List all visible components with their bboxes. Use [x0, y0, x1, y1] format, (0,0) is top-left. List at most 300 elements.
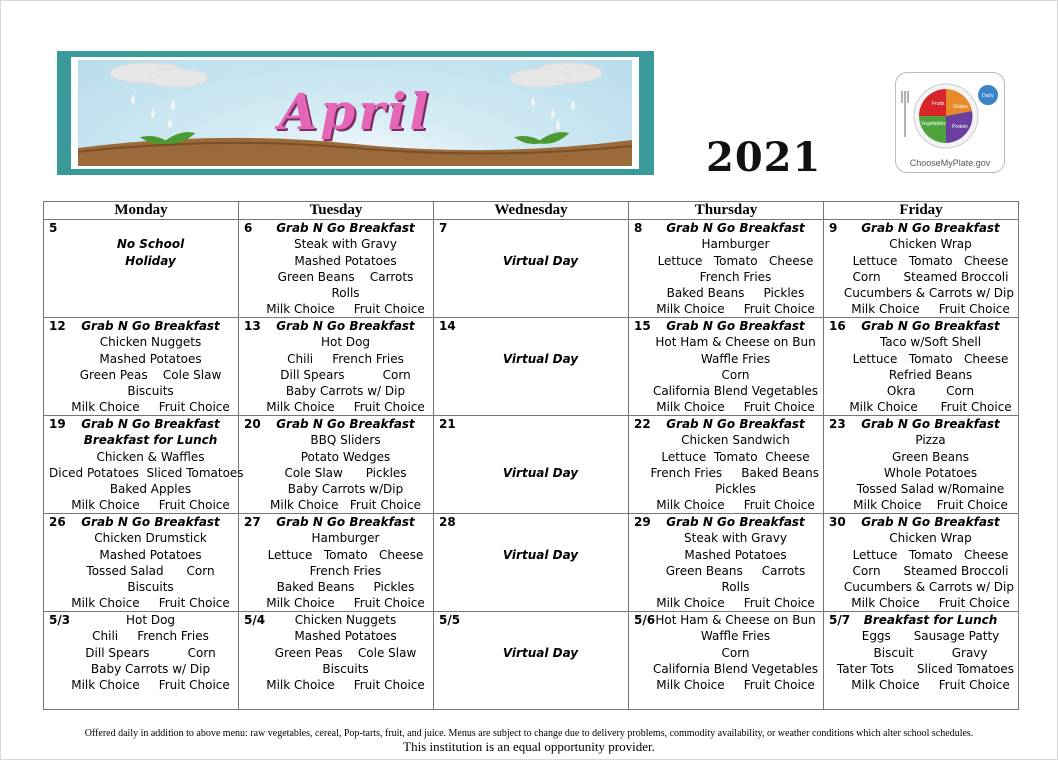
menu-item: Green Peas Cole Slaw	[79, 367, 222, 382]
menu-item: Dill Spears Corn	[280, 367, 411, 382]
day-date: 22	[634, 417, 651, 431]
menu-item: Milk Choice Fruit Choice	[853, 498, 1008, 513]
menu-heading: Virtual Day	[502, 465, 579, 480]
menu-line	[824, 530, 1018, 546]
menu-line	[824, 399, 1018, 415]
date-spacer	[239, 253, 262, 269]
menu-item: Whole Potatoes	[883, 465, 978, 480]
menu-line	[434, 220, 628, 236]
date-spacer	[239, 579, 262, 595]
menu-line	[824, 645, 1018, 661]
menu-line	[824, 253, 1018, 269]
day-header-wednesday: Wednesday	[434, 202, 629, 220]
day-date: 9	[829, 221, 838, 235]
menu-line	[44, 514, 238, 530]
date-spacer	[434, 547, 457, 563]
date-spacer	[239, 399, 262, 415]
equal-opportunity-statement: This institution is an equal opportunity provider.	[403, 739, 655, 754]
menu-item: Steak with Gravy	[684, 531, 787, 546]
day-cell	[434, 612, 629, 710]
day-cell	[44, 220, 239, 318]
menu-item	[457, 628, 628, 644]
date-spacer	[824, 661, 837, 677]
menu-item: Lettuce Tomato Cheese	[267, 547, 424, 562]
menu-line	[629, 579, 823, 595]
date-spacer	[824, 563, 847, 579]
day-header-tuesday: Tuesday	[239, 202, 434, 220]
weekday-header-row	[44, 202, 1019, 220]
date-spacer	[629, 334, 652, 350]
menu-item: Milk Choice Fruit Choice	[266, 400, 425, 415]
menu-item: Green Beans Carrots	[277, 269, 414, 284]
menu-line	[824, 301, 1018, 317]
menu-line	[239, 253, 433, 269]
menu-line	[629, 465, 823, 481]
menu-line	[629, 449, 823, 465]
menu-line	[629, 595, 823, 611]
menu-line	[629, 399, 823, 415]
banner-frame	[71, 57, 639, 169]
day-cell	[629, 514, 824, 612]
day-cell	[824, 318, 1019, 416]
menu-line	[44, 645, 238, 661]
menu-item	[457, 432, 628, 448]
year-heading: 2021	[706, 134, 822, 181]
date-spacer	[824, 334, 847, 350]
date-spacer	[824, 677, 847, 693]
date-spacer	[629, 465, 651, 481]
menu-line	[239, 301, 433, 317]
menu-heading: Virtual Day	[502, 253, 579, 268]
menu-line	[239, 481, 433, 497]
date-spacer	[434, 645, 457, 661]
menu-line	[629, 269, 823, 285]
menu-item	[67, 285, 238, 301]
menu-line	[239, 530, 433, 546]
menu-item: Chicken Drumstick	[94, 531, 207, 546]
menu-item: Lettuce Tomato Cheese	[852, 351, 1009, 366]
menu-calendar	[43, 201, 1019, 710]
menu-line	[629, 318, 823, 334]
menu-line	[824, 595, 1018, 611]
menu-line	[239, 595, 433, 611]
date-spacer	[629, 481, 652, 497]
date-spacer	[824, 645, 847, 661]
menu-line	[629, 628, 823, 644]
date-spacer	[824, 595, 847, 611]
menu-line	[824, 579, 1018, 595]
menu-line	[44, 579, 238, 595]
menu-line	[44, 399, 238, 415]
menu-item: Mashed Potatoes	[99, 351, 202, 366]
menu-item: Hot Dog	[320, 335, 371, 350]
date-spacer	[434, 432, 457, 448]
date-spacer	[44, 253, 67, 269]
menu-line	[239, 579, 433, 595]
day-date: 27	[244, 515, 261, 529]
menu-line	[824, 416, 1018, 432]
menu-line	[629, 416, 823, 432]
menu-line	[824, 497, 1018, 513]
menu-line	[44, 334, 238, 350]
day-date: 5	[49, 221, 58, 235]
myplate-caption: ChooseMyPlate.gov	[909, 158, 991, 168]
date-spacer	[629, 530, 652, 546]
day-date: 15	[634, 319, 651, 333]
menu-heading: Holiday	[125, 253, 176, 268]
menu-line	[629, 677, 823, 693]
week-row	[44, 612, 1019, 710]
menu-line	[239, 661, 433, 677]
menu-item: Biscuit Gravy	[873, 645, 988, 660]
menu-item: Hamburger	[311, 531, 380, 546]
menu-item: French Fries	[699, 269, 772, 284]
menu-item	[457, 514, 628, 530]
menu-line	[44, 269, 238, 285]
menu-line	[434, 351, 628, 367]
date-spacer	[824, 399, 847, 415]
menu-item: Milk Choice Fruit Choice	[851, 678, 1010, 693]
menu-line	[44, 367, 238, 383]
menu-item: Corn Steamed Broccoli	[852, 563, 1009, 578]
menu-line	[44, 236, 238, 252]
menu-heading: Breakfast for Lunch	[83, 433, 218, 448]
menu-item: Milk Choice Fruit Choice	[71, 678, 230, 693]
menu-line	[239, 399, 433, 415]
day-cell	[434, 514, 629, 612]
week-row	[44, 318, 1019, 416]
day-date: 30	[829, 515, 846, 529]
day-cell	[629, 318, 824, 416]
date-spacer	[824, 269, 847, 285]
menu-item: Baby Carrots w/ Dip	[90, 661, 211, 676]
day-date: 16	[829, 319, 846, 333]
menu-line	[239, 612, 433, 628]
menu-line	[239, 465, 433, 481]
menu-item: Diced Potatoes Sliced Tomatoes	[49, 465, 244, 480]
menu-line	[434, 645, 628, 661]
menu-item: Green Beans Carrots	[665, 563, 806, 578]
date-spacer	[239, 595, 262, 611]
date-spacer	[824, 432, 847, 448]
date-spacer	[239, 563, 262, 579]
menu-line	[824, 318, 1018, 334]
menu-item: French Fries	[309, 563, 382, 578]
date-spacer	[629, 399, 652, 415]
menu-item: Pickles	[715, 482, 756, 497]
date-spacer	[239, 481, 262, 497]
menu-item: Steak with Gravy	[294, 237, 397, 252]
menu-heading: No School	[116, 237, 185, 252]
menu-line	[44, 220, 238, 236]
date-spacer	[629, 563, 652, 579]
day-cell	[44, 416, 244, 514]
date-spacer	[434, 334, 457, 350]
menu-item: Corn Steamed Broccoli	[852, 269, 1009, 284]
date-spacer	[44, 432, 67, 448]
menu-item: Milk Choice Fruit Choice	[656, 302, 815, 317]
date-spacer	[434, 351, 457, 367]
menu-line	[239, 449, 433, 465]
day-cell	[239, 318, 434, 416]
menu-line	[434, 514, 628, 530]
menu-line	[824, 269, 1018, 285]
menu-line	[44, 318, 238, 334]
date-spacer	[629, 301, 652, 317]
menu-line	[44, 253, 238, 269]
date-spacer	[239, 301, 262, 317]
menu-heading: Virtual Day	[502, 351, 579, 366]
menu-line	[239, 367, 433, 383]
date-spacer	[44, 236, 67, 252]
menu-item: Hot Ham & Cheese on Bun	[655, 613, 816, 627]
menu-item	[457, 318, 628, 334]
menu-item	[457, 416, 628, 432]
menu-line	[629, 661, 823, 677]
day-date: 23	[829, 417, 846, 431]
day-date: 26	[49, 515, 66, 529]
menu-line	[239, 432, 433, 448]
date-spacer	[44, 334, 67, 350]
date-spacer	[44, 285, 67, 301]
date-spacer	[239, 547, 262, 563]
menu-item: Rolls	[331, 286, 360, 301]
date-spacer	[824, 497, 847, 513]
myplate-protein-label: Protein	[952, 124, 968, 130]
menu-line	[239, 547, 433, 563]
date-spacer	[44, 645, 67, 661]
menu-item: Milk Choice Fruit Choice	[266, 302, 425, 317]
date-spacer	[629, 367, 652, 383]
menu-line	[44, 530, 238, 546]
date-spacer	[434, 253, 457, 269]
menu-line	[44, 351, 238, 367]
menu-item: Taco w/Soft Shell	[879, 335, 982, 350]
date-spacer	[824, 367, 847, 383]
date-spacer	[44, 677, 67, 693]
menu-line	[434, 612, 628, 628]
menu-item: Milk Choice Fruit Choice	[656, 596, 815, 611]
date-spacer	[44, 661, 67, 677]
menu-item: Milk Choice Fruit Choice	[851, 302, 1010, 317]
menu-item: Mashed Potatoes	[294, 253, 397, 268]
menu-item: Biscuits	[127, 384, 174, 399]
menu-line	[629, 514, 823, 530]
menu-line	[44, 449, 238, 465]
menu-item	[457, 612, 628, 628]
week-row	[44, 416, 1019, 514]
menu-line	[629, 645, 823, 661]
date-spacer	[629, 497, 652, 513]
day-header-friday: Friday	[824, 202, 1019, 220]
date-spacer	[239, 367, 262, 383]
menu-heading: Grab N Go Breakfast	[861, 417, 1000, 431]
menu-line	[629, 253, 823, 269]
menu-item: Hot Ham & Cheese on Bun	[655, 335, 816, 350]
menu-item: Milk Choice Fruit Choice	[656, 678, 815, 693]
menu-item: Milk Choice Fruit Choice	[71, 596, 230, 611]
day-header-thursday: Thursday	[629, 202, 824, 220]
menu-line	[434, 416, 628, 432]
day-cell	[44, 612, 239, 710]
date-spacer	[629, 383, 652, 399]
day-date: 14	[439, 319, 456, 333]
menu-item: Lettuce Tomato Cheese	[852, 253, 1009, 268]
menu-item: Refried Beans	[888, 367, 973, 382]
menu-line	[44, 595, 238, 611]
menu-heading: Grab N Go Breakfast	[276, 515, 415, 529]
date-spacer	[824, 383, 847, 399]
date-spacer	[239, 497, 262, 513]
menu-line	[824, 449, 1018, 465]
day-date: 5/7	[829, 613, 851, 627]
menu-line	[434, 449, 628, 465]
menu-item: Mashed Potatoes	[99, 547, 202, 562]
menu-line	[824, 481, 1018, 497]
menu-line	[629, 236, 823, 252]
menu-item: Baked Beans Pickles	[666, 286, 805, 301]
menu-heading: Grab N Go Breakfast	[276, 319, 415, 333]
menu-line	[824, 383, 1018, 399]
date-spacer	[239, 432, 262, 448]
menu-line	[239, 514, 433, 530]
day-date: 8	[634, 221, 643, 235]
date-spacer	[239, 628, 262, 644]
menu-item: Chicken Nuggets	[99, 335, 202, 350]
menu-line	[239, 285, 433, 301]
menu-line	[824, 220, 1018, 236]
day-date: 20	[244, 417, 261, 431]
menu-line	[44, 285, 238, 301]
menu-heading: Grab N Go Breakfast	[276, 417, 415, 431]
menu-item: Baked Beans Pickles	[276, 580, 415, 595]
menu-line	[629, 547, 823, 563]
menu-item: Lettuce Tomato Cheese	[661, 449, 810, 464]
menu-item: Chili French Fries	[287, 351, 404, 366]
menu-item: Chicken & Waffles	[96, 449, 205, 464]
menu-item: Green Beans	[892, 449, 969, 464]
date-spacer	[824, 236, 847, 252]
menu-item: Green Peas Cole Slaw	[274, 645, 417, 660]
day-cell	[239, 514, 434, 612]
menu-line	[629, 285, 823, 301]
menu-item: Corn	[721, 367, 750, 382]
menu-item: Cucumbers & Carrots w/ Dip	[843, 580, 1014, 595]
menu-item: Okra Corn	[886, 384, 975, 399]
menu-line	[44, 481, 238, 497]
menu-line	[239, 334, 433, 350]
menu-line	[824, 661, 1018, 677]
menu-line	[629, 301, 823, 317]
date-spacer	[629, 547, 652, 563]
date-spacer	[239, 285, 262, 301]
date-spacer	[44, 269, 67, 285]
menu-line	[629, 497, 823, 513]
date-spacer	[824, 285, 844, 301]
day-cell	[239, 220, 434, 318]
day-date: 6	[244, 221, 253, 235]
menu-item: Waffle Fries	[700, 629, 771, 644]
date-spacer	[239, 334, 262, 350]
menu-line	[44, 465, 244, 481]
date-spacer	[824, 465, 847, 481]
footer-note: Offered daily in addition to above menu: raw vegetables, cereal, Pop-tarts, fruit, and juice. Menus are subject to change due to delivery problems, commodity availability, or weather conditions which alter school schedules.	[84, 728, 974, 739]
menu-line	[239, 351, 433, 367]
menu-line	[434, 253, 628, 269]
menu-item: Corn	[721, 645, 750, 660]
menu-line	[44, 432, 238, 448]
date-spacer	[239, 677, 262, 693]
menu-item: Rolls	[721, 580, 750, 595]
menu-line	[239, 563, 433, 579]
menu-line	[44, 497, 238, 513]
date-spacer	[239, 645, 262, 661]
date-spacer	[239, 465, 262, 481]
menu-item: Baby Carrots w/Dip	[287, 482, 404, 497]
date-spacer	[434, 449, 457, 465]
menu-line	[239, 677, 433, 693]
menu-heading: Grab N Go Breakfast	[861, 221, 1000, 235]
month-banner	[57, 51, 654, 175]
date-spacer	[239, 530, 262, 546]
menu-line	[44, 383, 238, 399]
date-spacer	[44, 595, 67, 611]
date-spacer	[629, 677, 652, 693]
menu-heading: Grab N Go Breakfast	[861, 319, 1000, 333]
menu-item: Chicken Nuggets	[294, 613, 397, 627]
menu-item: Milk Choice Fruit Choice	[71, 498, 230, 513]
day-cell	[629, 416, 824, 514]
date-spacer	[629, 645, 652, 661]
date-spacer	[824, 547, 847, 563]
day-date: 7	[439, 221, 448, 235]
menu-item: Biscuits	[127, 580, 174, 595]
date-spacer	[239, 449, 262, 465]
menu-line	[824, 236, 1018, 252]
menu-line	[239, 645, 433, 661]
menu-item	[67, 269, 238, 285]
date-spacer	[824, 530, 847, 546]
date-spacer	[44, 628, 67, 644]
menu-heading: Breakfast for Lunch	[863, 613, 998, 627]
menu-line	[824, 465, 1018, 481]
date-spacer	[629, 449, 652, 465]
day-date: 12	[49, 319, 66, 333]
day-cell	[239, 416, 434, 514]
menu-item	[457, 236, 628, 252]
menu-line	[629, 481, 823, 497]
menu-item: Cole Slaw Pickles	[284, 465, 407, 480]
menu-line	[239, 236, 433, 252]
menu-heading: Grab N Go Breakfast	[666, 221, 805, 235]
menu-line	[629, 563, 823, 579]
banner-title: April	[278, 82, 432, 141]
day-cell	[44, 318, 239, 416]
menu-line	[824, 677, 1018, 693]
menu-item: Chili French Fries	[92, 629, 209, 644]
date-spacer	[434, 530, 457, 546]
menu-item: Tater Tots Sliced Tomatoes	[836, 661, 1014, 676]
day-cell	[434, 416, 629, 514]
date-spacer	[44, 367, 67, 383]
date-spacer	[44, 547, 67, 563]
menu-item	[67, 220, 238, 236]
menu-item: Chicken Wrap	[889, 237, 972, 252]
date-spacer	[434, 628, 457, 644]
menu-item: Milk Choice Fruit Choice	[270, 498, 421, 513]
day-date: 28	[439, 515, 456, 529]
day-cell	[629, 612, 824, 710]
